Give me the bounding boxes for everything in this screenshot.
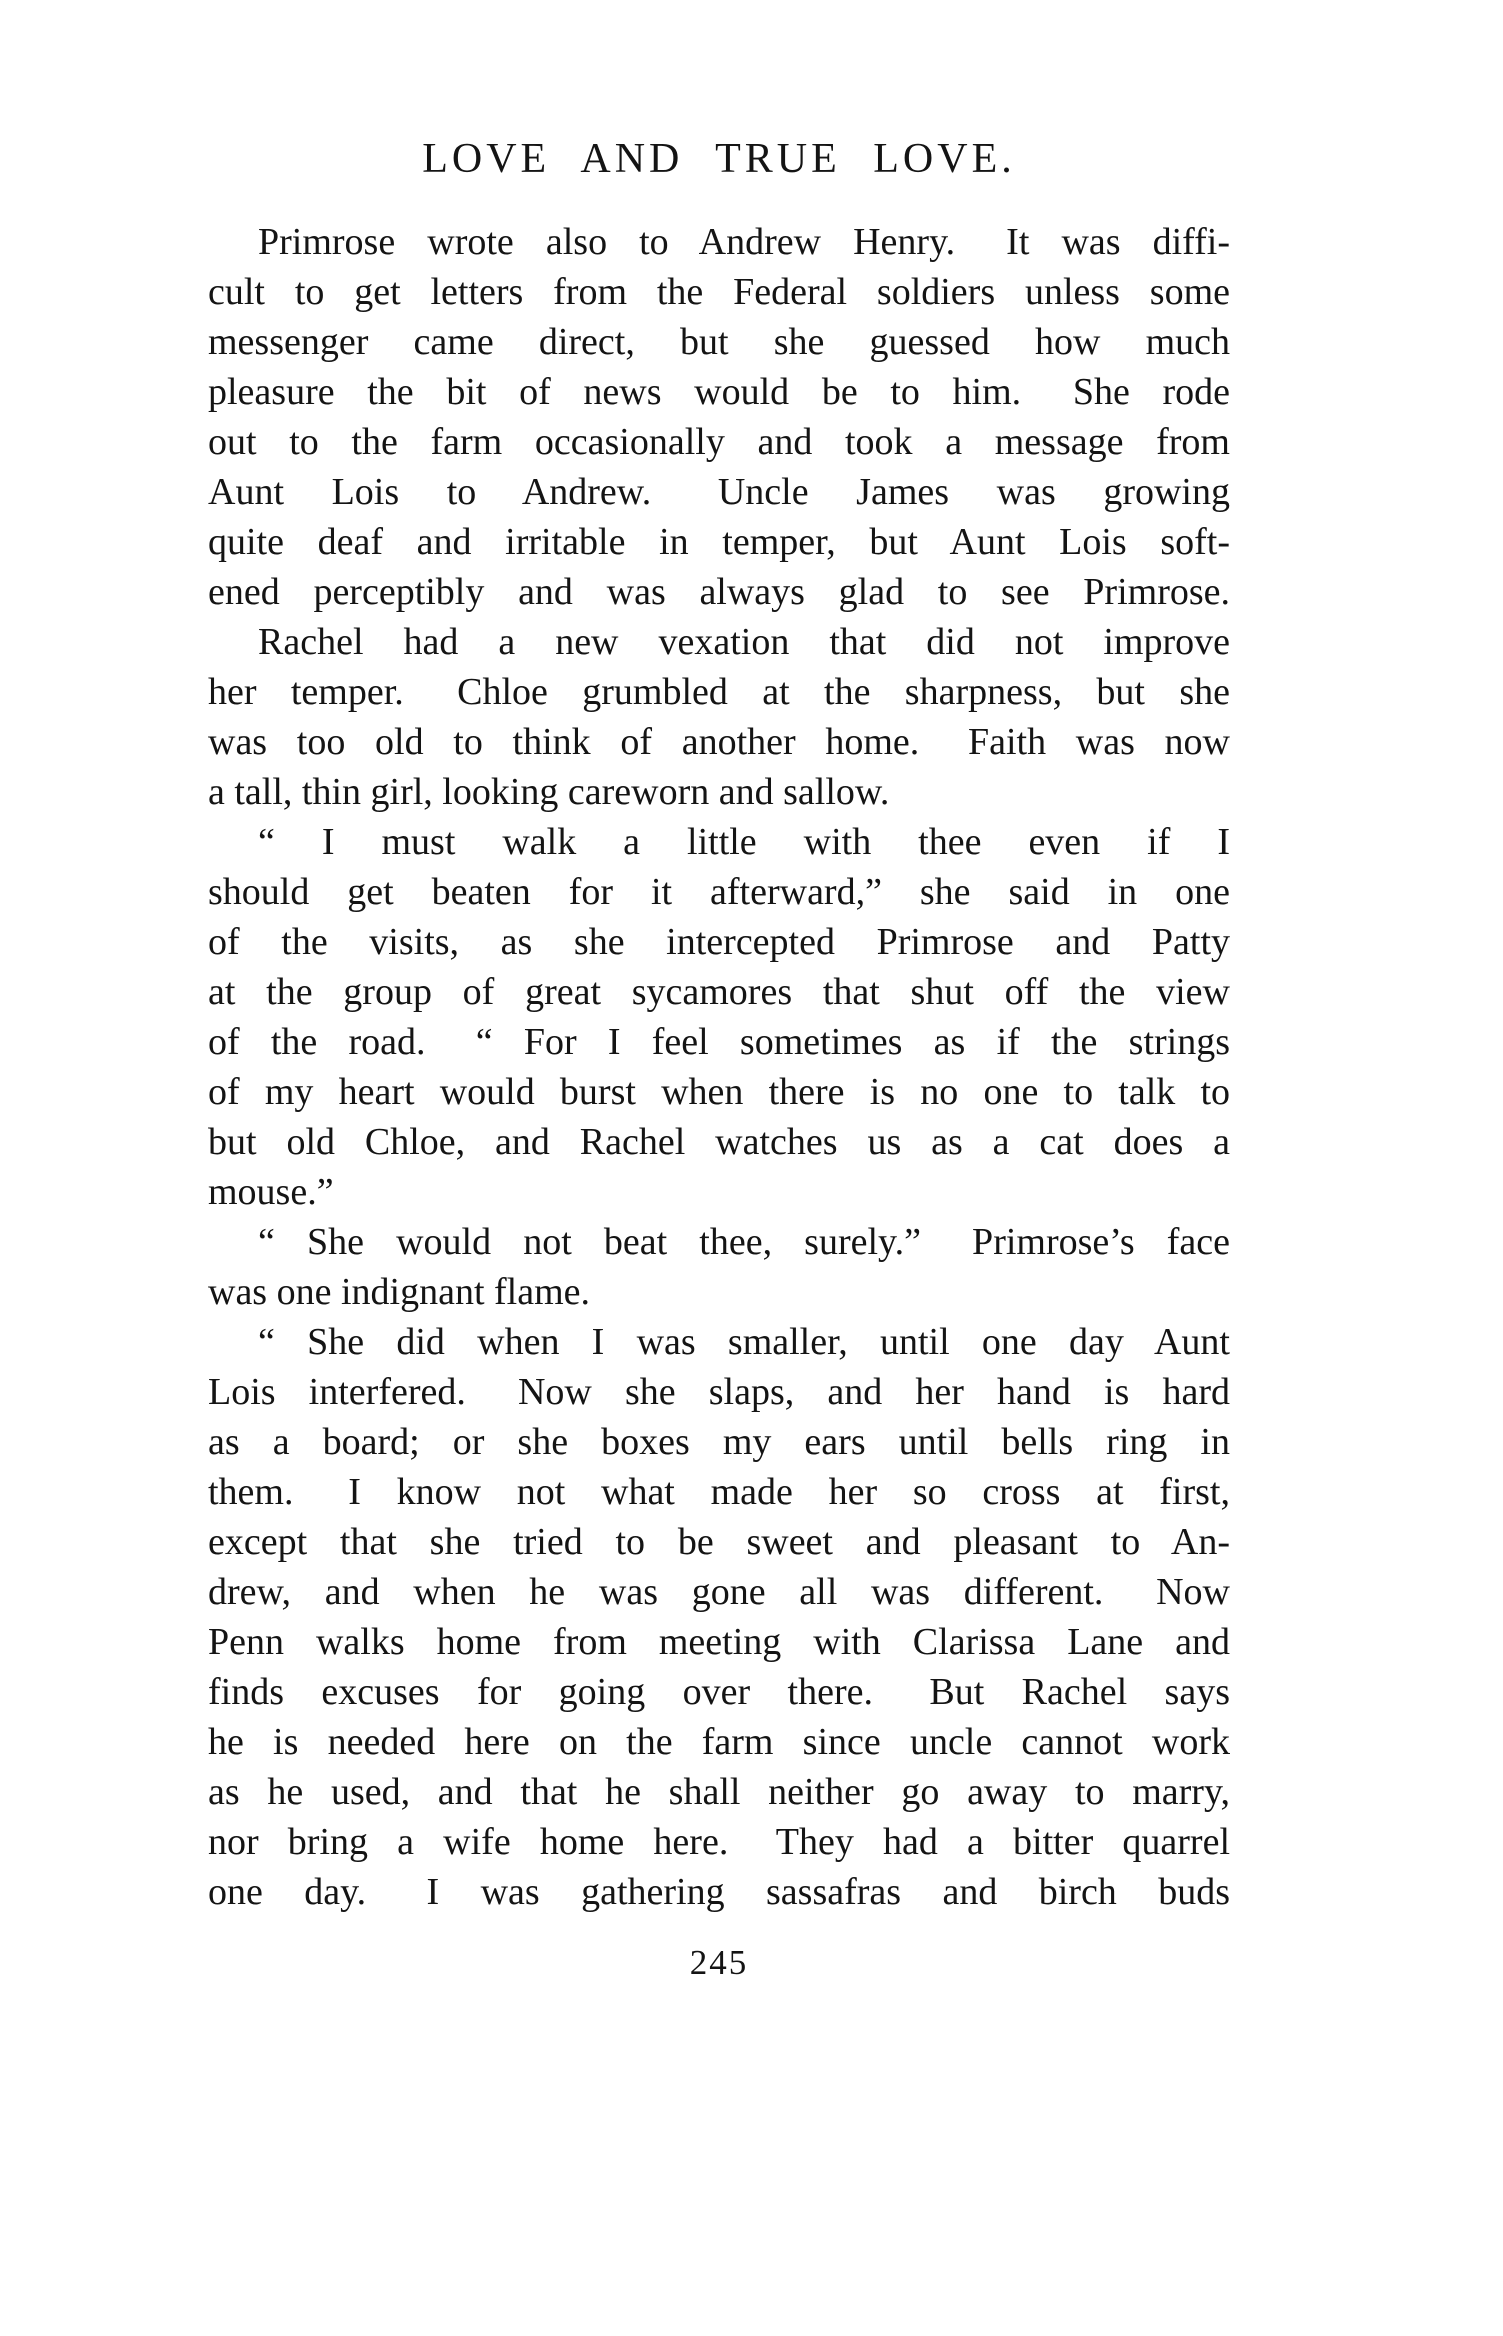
text-line: ened perceptibly and was always glad to see Primrose. [208,571,1230,613]
text-line: drew, and when he was gone all was different. Now [208,1571,1230,1613]
text-line: them. I know not what made her so cross at first, [208,1471,1230,1513]
text-line: quite deaf and irritable in temper, but Aunt Lois soft- [208,521,1230,563]
chapter-running-head: LOVE AND TRUE LOVE. [422,136,1016,182]
text-line: except that she tried to be sweet and pleasant to An- [208,1521,1230,1563]
text-line: “ I must walk a little with thee even if I [258,821,1230,863]
text-line: was one indignant flame. [208,1271,591,1313]
text-line: Primrose wrote also to Andrew Henry. It was diffi- [258,221,1230,263]
text-line: “ She did when I was smaller, until one day Aunt [258,1321,1230,1363]
text-line: at the group of great sycamores that shut off the view [208,971,1230,1013]
text-line: nor bring a wife home here. They had a bitter quarrel [208,1821,1230,1863]
text-line: one day. I was gathering sassafras and birch buds [208,1871,1230,1913]
text-line: of the road. “ For I feel sometimes as if the strings [208,1021,1230,1063]
page-number: 245 [689,1943,749,1982]
text-line: as he used, and that he shall neither go away to marry, [208,1771,1230,1813]
text-line: he is needed here on the farm since uncle cannot work [208,1721,1230,1763]
text-line: of my heart would burst when there is no one to talk to [208,1071,1230,1113]
text-line: Penn walks home from meeting with Clarissa Lane and [208,1621,1230,1663]
text-line: her temper. Chloe grumbled at the sharpness, but she [208,671,1230,713]
text-line: Rachel had a new vexation that did not improve [258,621,1230,663]
text-line: should get beaten for it afterward,” she said in one [208,871,1230,913]
text-line: but old Chloe, and Rachel watches us as a cat does a [208,1121,1230,1163]
text-line: Aunt Lois to Andrew. Uncle James was growing [208,471,1230,513]
text-line: pleasure the bit of news would be to him. She rode [208,371,1230,413]
text-line: Lois interfered. Now she slaps, and her hand is hard [208,1371,1230,1413]
text-line: “ She would not beat thee, surely.” Primrose’s face [258,1221,1230,1263]
page-body-text [208,217,1230,1917]
text-line: finds excuses for going over there. But Rachel says [208,1671,1230,1713]
text-line: mouse.” [208,1171,334,1213]
text-line: messenger came direct, but she guessed how much [208,321,1230,363]
text-line: as a board; or she boxes my ears until bells ring in [208,1421,1230,1463]
text-line: cult to get letters from the Federal soldiers unless some [208,271,1230,313]
text-line: out to the farm occasionally and took a message from [208,421,1230,463]
text-line: a tall, thin girl, looking careworn and sallow. [208,771,890,813]
text-line: was too old to think of another home. Faith was now [208,721,1230,763]
text-line: of the visits, as she intercepted Primrose and Patty [208,921,1230,963]
